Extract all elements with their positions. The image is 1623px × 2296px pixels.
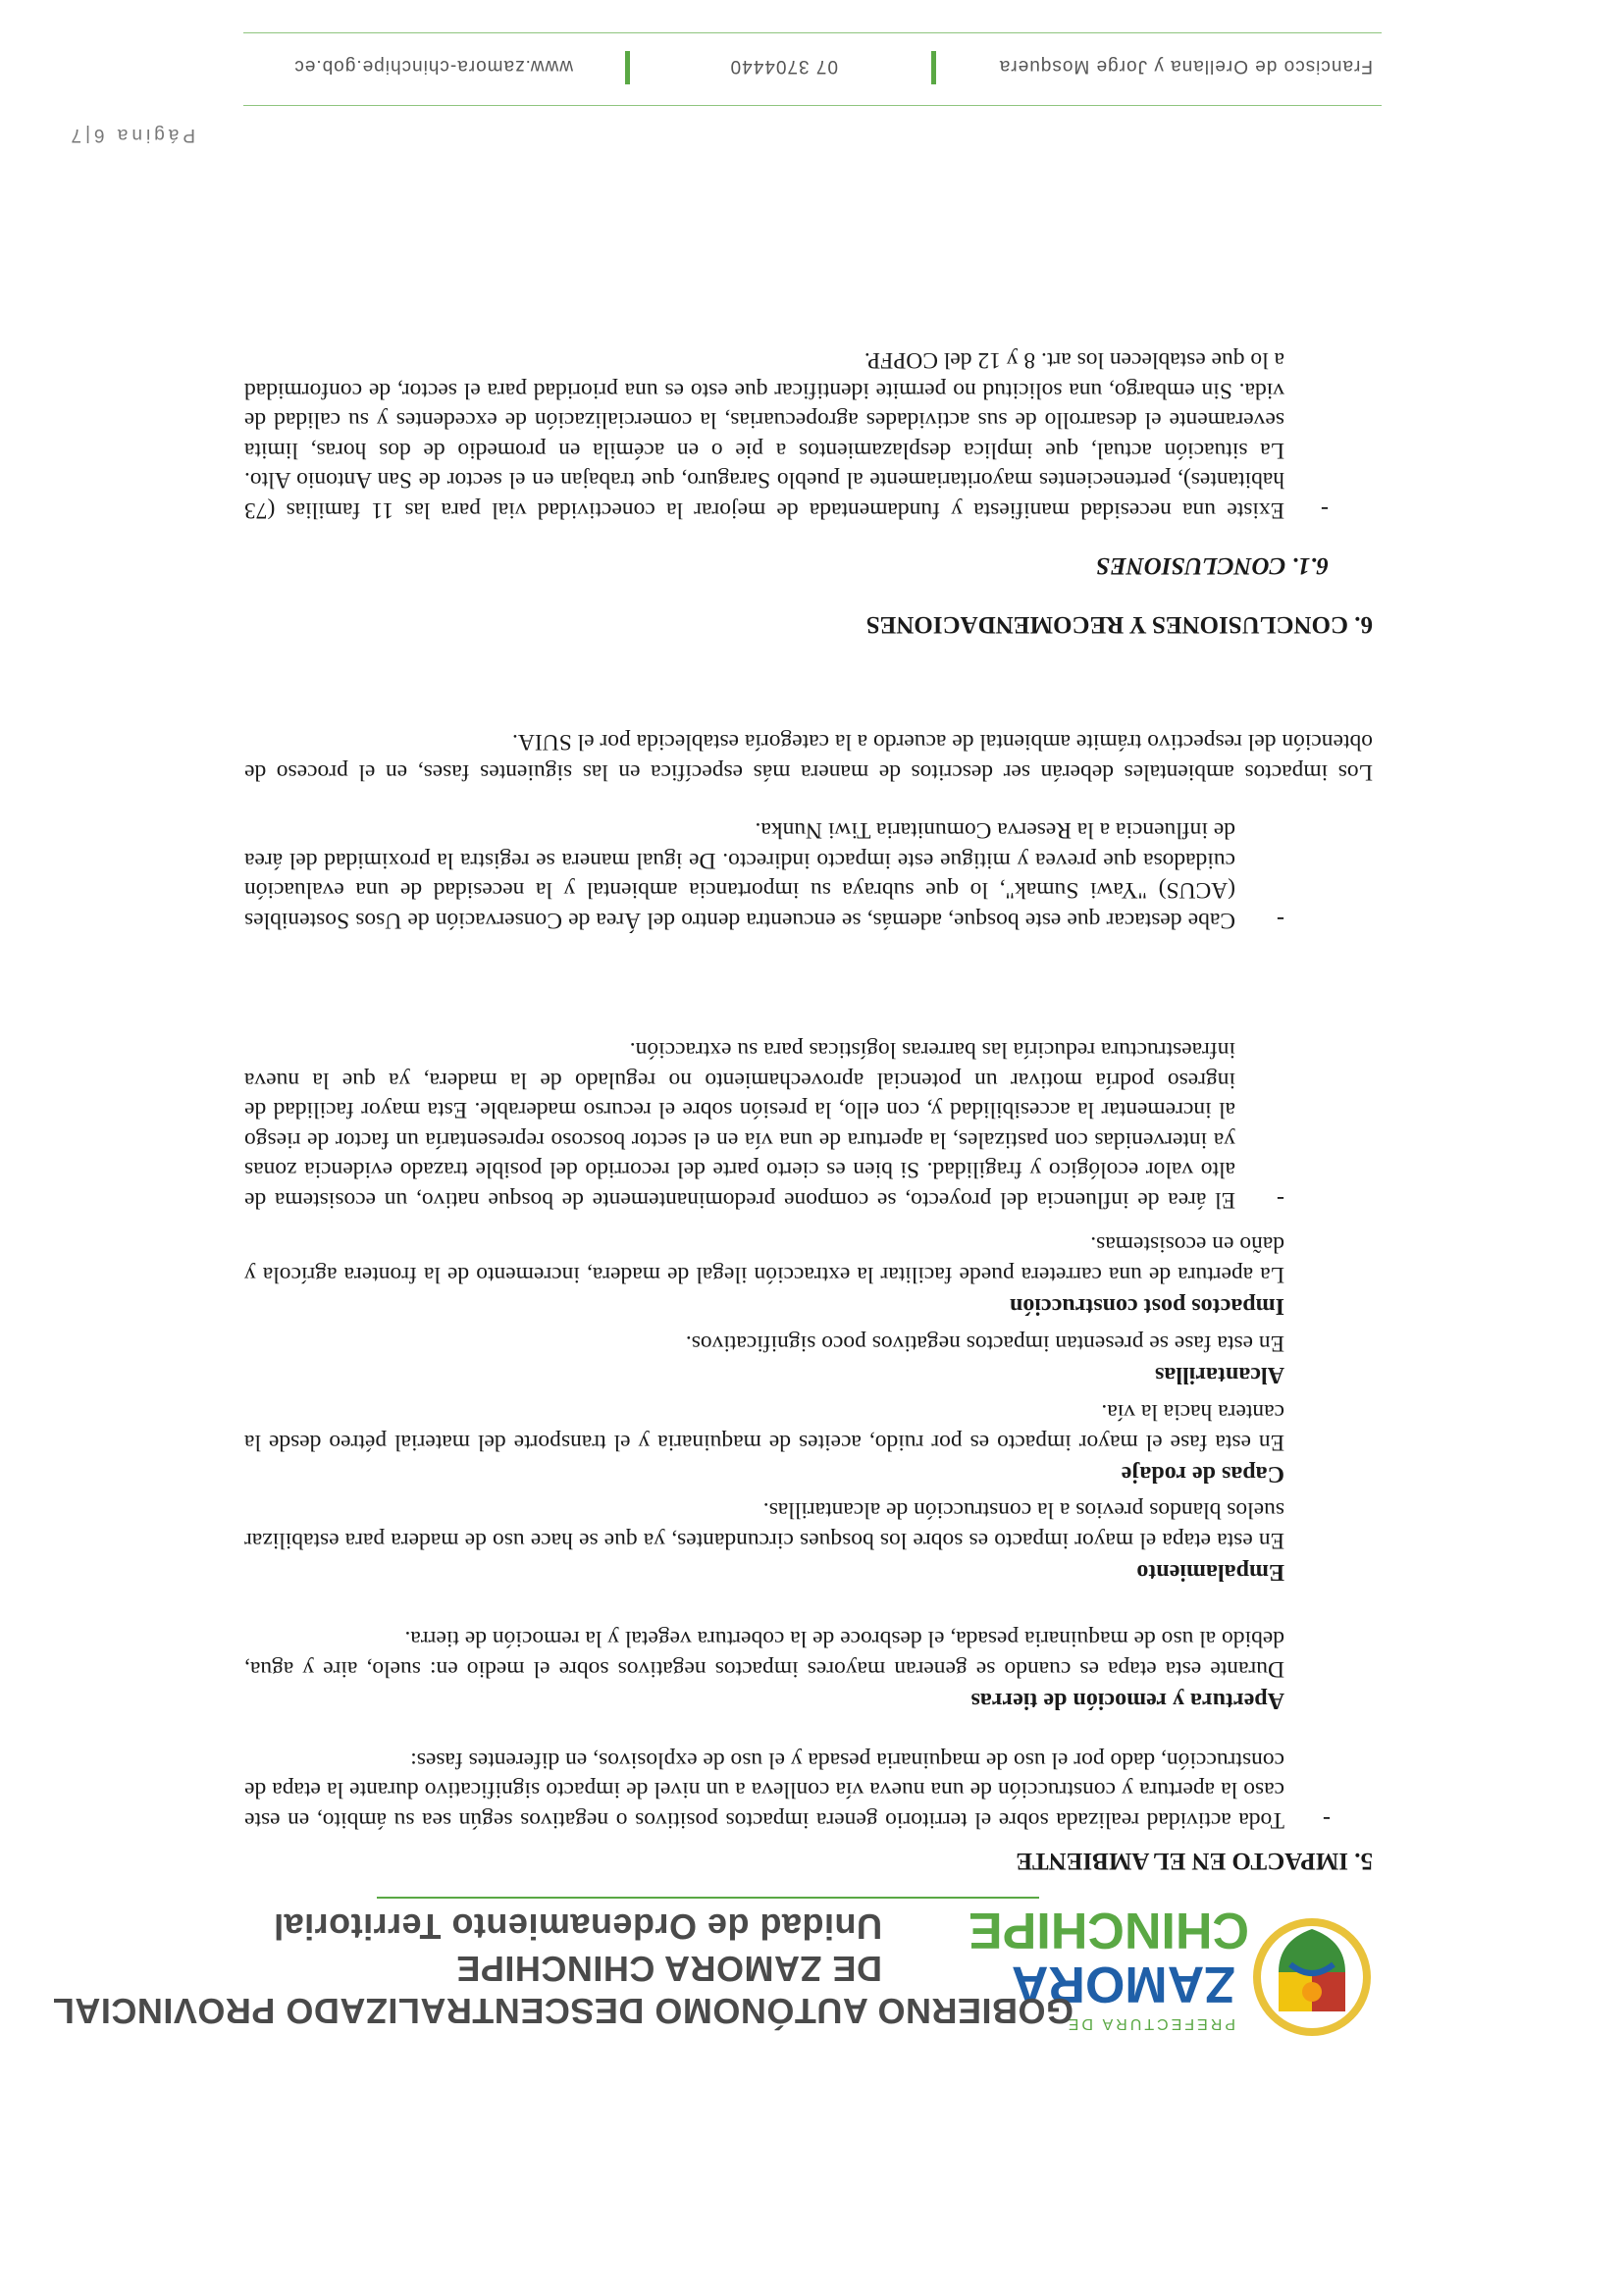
intro-paragraph: Toda actividad realizada sobre el territorio genera impactos positivos o negativos según sea su ámbito, en este caso la apertura y construcción de una nueva vía conlleva a un nivel de impacto significativo durante la etapa de construcción, dado por el uso de maquinaria pesada y el uso de explosivos, en diferentes fases: xyxy=(244,1748,1284,1833)
phase-text: En esta fase se presentan impactos negativos poco significativos. xyxy=(685,1331,1284,1356)
footer-website: www.zamora-chinchipe.gob.ec xyxy=(293,56,573,77)
header-divider xyxy=(377,1897,1039,1899)
institution-unit: Unidad de Ordenamiento Territorial xyxy=(273,1906,882,1947)
logo-top-text: PREFECTURA DE xyxy=(1065,2015,1235,2032)
prefectura-logo xyxy=(968,1894,1373,2061)
phase-text: En esta fase el mayor impacto es por ruido, aceites de maquinaria y el transporte del material pétreo desde la cantera hacia la vía. xyxy=(244,1399,1284,1455)
phase-text: Durante esta etapa es cuando se generan mayores impactos negativos sobre el medio en: suelo, aire y agua, debido al uso de maquinaria pesada, el desbroce de la cobertura vegetal y la remoción de tierra. xyxy=(244,1626,1284,1682)
phase-heading: Apertura y remoción de tierras xyxy=(970,1688,1284,1713)
section-5-title: 5. IMPACTO EN EL AMBIENTE xyxy=(1016,1848,1373,1874)
bullet-paragraph: El área de influencia del proyecto, se compone predominantemente de bosque nativo, un ecosistema de alto valor ecológico y fragilidad. Si bien es cierto parte del recorrido del posible trazado evidencia zonas ya intervenidas con pastizales, la apertura de una vía en el sector boscoso representaría un factor de riesgo al incrementar la accesibilidad y, con ello, la presión sobre el recurso maderable. Esta mayor facilidad de ingreso podría motivar un potencial aprovechamiento no regulado de la madera, ya que la nueva infraestructura reduciría las barreras logísticas para su extracción. xyxy=(244,1037,1235,1213)
institution-name: GOBIERNO AUTÓNOMO DESCENTRALIZADO PROVINCIAL xyxy=(52,1991,1073,2031)
logo-line1: ZAMORA xyxy=(1011,1956,1235,2012)
phase-heading: Impactos post construcción xyxy=(1010,1293,1284,1319)
coat-of-arms-icon xyxy=(1253,1918,1371,2036)
phase-heading: Capas de rodaje xyxy=(1121,1461,1284,1487)
footer-address: Francisco de Orellana y Jorge Mosquera xyxy=(998,56,1373,77)
phase-heading: Empalamiento xyxy=(1136,1559,1284,1585)
footer-divider-bottom xyxy=(243,32,1382,33)
closing-paragraph: Los impactos ambientales deberán ser descritos de manera más específica en las siguientes fases, en el proceso de obtención del respectivo trámite ambiental de acuerdo a la categoría establecida por el SUIA. xyxy=(244,729,1373,785)
bullet-dash: - xyxy=(1323,1806,1331,1832)
footer-divider-top xyxy=(243,105,1382,106)
phase-heading: Alcantarillas xyxy=(1155,1362,1284,1387)
section-6-title: 6. CONCLUSIONES Y RECOMENDACIONES xyxy=(865,611,1373,638)
logo-line2: CHINCHIPE xyxy=(968,1902,1249,1958)
phase-text: La apertura de una carretera puede facilitar la extracción ilegal de madera, incremento de la frontera agrícola y daño en ecosistemas. xyxy=(244,1231,1284,1287)
institution-province: DE ZAMORA CHINCHIPE xyxy=(455,1949,882,1989)
bullet-dash: - xyxy=(1277,1186,1284,1212)
footer-separator xyxy=(931,51,936,84)
phase-text: En esta etapa el mayor impacto es sobre los bosques circundantes, ya que se hace uso de madera para estabilizar suelos blandos previos a la construcción de alcantarillas. xyxy=(244,1497,1284,1553)
conclusion-paragraph: Existe una necesidad manifiesta y fundamentada de mejorar la conectividad vial para las 11 familias (73 habitantes), pertenecientes mayoritariamente al pueblo Saraguro, que trabajan en el sector de San Antonio Alto. La situación actual, que implica desplazamientos a pie o en acémila en promedio de dos horas, limita severamente el desarrollo de sus actividades agropecuarias, la comercialización de excedentes y su calidad de vida. Sin embargo, una solicitud no permite identificar que esto es una prioridad para el sector, de conformidad a lo que establecen los art. 8 y 12 del COPFP. xyxy=(244,347,1284,523)
footer-separator xyxy=(625,51,630,84)
footer-phone: 07 3704440 xyxy=(729,56,838,77)
bullet-dash: - xyxy=(1277,907,1284,932)
bullet-dash: - xyxy=(1321,496,1329,522)
page-number: Página 6|7 xyxy=(67,125,195,145)
bullet-paragraph: Cabe destacar que este bosque, además, se encuentra dentro del Área de Conservación de Usos Sostenibles (ACUS) "Yawi Sumak", lo que subraya su importancia ambiental y la necesidad de una evaluación cuidadosa que prevea y mitigue este impacto indirecto. De igual manera se registra la proximidad del área de influencia a la Reserva Comunitaria Tiwi Nunka. xyxy=(244,817,1235,933)
section-6-1-subtitle: 6.1. CONCLUSIONES xyxy=(1096,552,1329,579)
